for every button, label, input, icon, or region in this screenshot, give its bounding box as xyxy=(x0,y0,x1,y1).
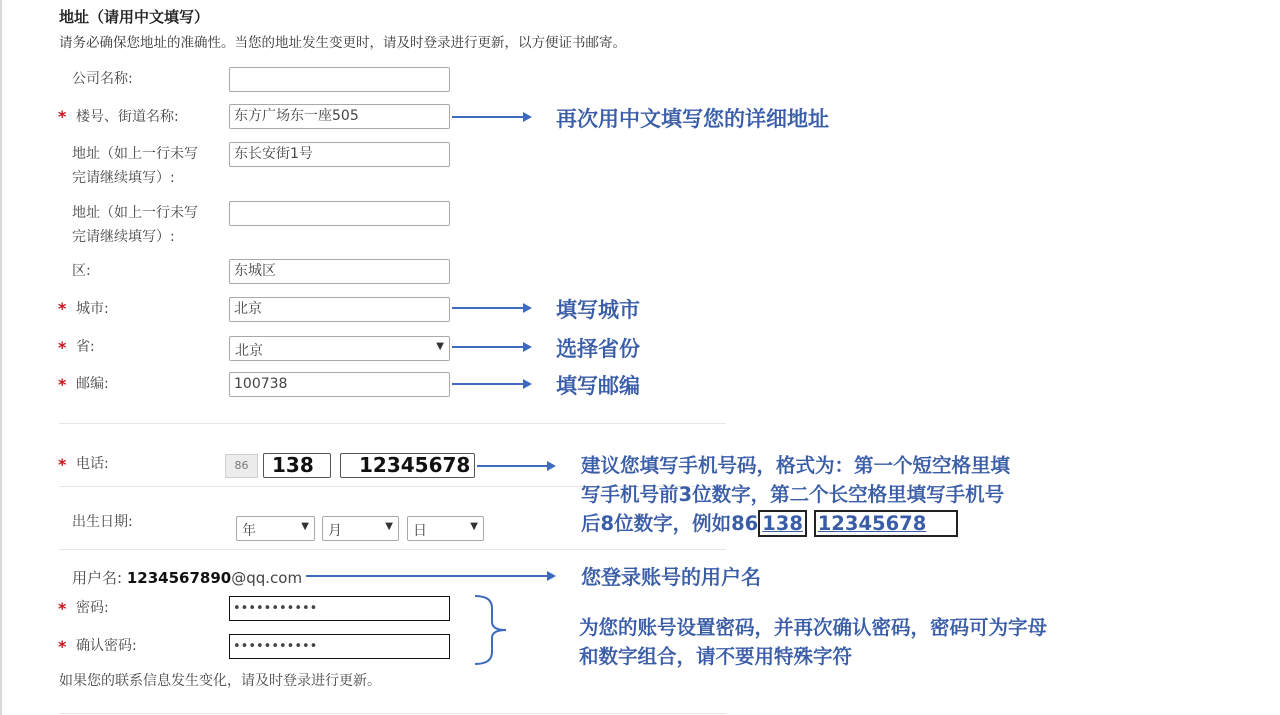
postcode-input[interactable]: 100738 xyxy=(229,372,450,397)
address3-label-line1: 地址（如上一行未写 xyxy=(72,205,198,221)
section-title: 地址（请用中文填写） xyxy=(59,8,210,26)
province-label: 省: xyxy=(76,339,95,355)
birth-day-select[interactable] xyxy=(407,516,484,541)
username-value-domain: @qq.com xyxy=(231,569,303,587)
required-mark: * xyxy=(58,338,67,357)
note-password-line1: 为您的账号设置密码，并再次确认密码，密码可为字母 xyxy=(579,616,1048,639)
phone-prefix-input[interactable]: 138 xyxy=(263,453,331,478)
birth-month-select[interactable] xyxy=(322,516,399,541)
birth-year-value: 年 xyxy=(242,523,256,539)
note-postcode: 填写邮编 xyxy=(556,374,640,398)
required-mark: * xyxy=(58,107,67,126)
city-input[interactable]: 北京 xyxy=(229,297,450,322)
username-value-digits: 1234567890 xyxy=(126,569,232,587)
birth-year-select[interactable] xyxy=(236,516,315,541)
password-confirm-input[interactable]: ••••••••••• xyxy=(229,634,450,659)
province-select[interactable] xyxy=(229,336,450,361)
company-input[interactable] xyxy=(229,67,450,92)
divider xyxy=(59,423,726,424)
address3-label-line2: 完请继续填写）: xyxy=(72,229,175,245)
section-subtitle: 请务必确保您地址的准确性。当您的地址发生变更时，请及时登录进行更新，以方便证书邮寄。 xyxy=(59,35,626,51)
phone-country-code: 86 xyxy=(225,454,258,478)
note-phone-line3 xyxy=(581,509,1010,538)
chevron-down-icon: ▼ xyxy=(385,521,393,532)
note-phone-line2: 写手机号前3位数字，第二个长空格里填写手机号 xyxy=(581,483,1005,506)
phone-label: 电话: xyxy=(76,456,109,472)
address2-input[interactable]: 东长安街1号 xyxy=(229,142,450,167)
birthdate-label: 出生日期: xyxy=(72,514,133,530)
required-mark: * xyxy=(58,375,67,394)
note-city: 填写城市 xyxy=(556,298,640,322)
divider xyxy=(59,713,726,714)
postcode-label: 邮编: xyxy=(76,376,109,392)
chevron-down-icon: ▼ xyxy=(470,521,478,532)
arrow-icon xyxy=(477,465,554,467)
note-street: 再次用中文填写您的详细地址 xyxy=(556,107,829,131)
arrow-icon xyxy=(306,575,554,577)
note-password-line2: 和数字组合，请不要用特殊字符 xyxy=(579,645,853,668)
arrow-icon xyxy=(452,307,530,309)
birth-month-value: 月 xyxy=(328,523,342,539)
company-label: 公司名称: xyxy=(72,71,133,87)
footer-note: 如果您的联系信息发生变化，请及时登录进行更新。 xyxy=(59,673,381,689)
address3-input[interactable] xyxy=(229,201,450,226)
chevron-down-icon: ▼ xyxy=(436,341,444,352)
birth-day-value: 日 xyxy=(413,523,427,539)
street-input[interactable]: 东方广场东一座505 xyxy=(229,104,450,129)
chevron-down-icon: ▼ xyxy=(301,521,309,532)
note-province: 选择省份 xyxy=(556,337,640,361)
district-input[interactable]: 东城区 xyxy=(229,259,450,284)
city-label: 城市: xyxy=(76,301,109,317)
note-phone-line1: 建议您填写手机号码，格式为：第一个短空格里填 xyxy=(581,454,1011,477)
divider xyxy=(59,549,726,550)
address2-label-line2: 完请继续填写）: xyxy=(72,170,175,186)
note-phone-line3-prefix: 后8位数字，例如86 xyxy=(581,512,759,535)
province-selected-value: 北京 xyxy=(235,343,263,359)
username-label: 用户名: xyxy=(72,569,123,587)
note-phone-example-prefix: 138 xyxy=(758,510,807,537)
required-mark: * xyxy=(58,455,67,474)
arrow-icon xyxy=(452,346,530,348)
arrow-icon xyxy=(452,116,530,118)
required-mark: * xyxy=(58,299,67,318)
required-mark: * xyxy=(58,637,67,656)
phone-number-input[interactable]: 12345678 xyxy=(340,453,475,478)
note-phone xyxy=(581,451,1010,538)
username-row xyxy=(72,567,302,589)
address2-label-line1: 地址（如上一行未写 xyxy=(72,146,198,162)
password-input[interactable]: ••••••••••• xyxy=(229,596,450,621)
district-label: 区: xyxy=(72,263,91,279)
password-label: 密码: xyxy=(76,600,109,616)
note-password xyxy=(579,613,1047,671)
bracket-icon xyxy=(470,594,520,666)
arrow-icon xyxy=(452,383,530,385)
street-label: 楼号、街道名称: xyxy=(76,109,179,125)
note-username: 您登录账号的用户名 xyxy=(581,565,761,589)
password-confirm-label: 确认密码: xyxy=(76,638,137,654)
note-phone-example-number: 12345678 xyxy=(814,510,959,537)
required-mark: * xyxy=(58,599,67,618)
left-border xyxy=(0,0,2,715)
